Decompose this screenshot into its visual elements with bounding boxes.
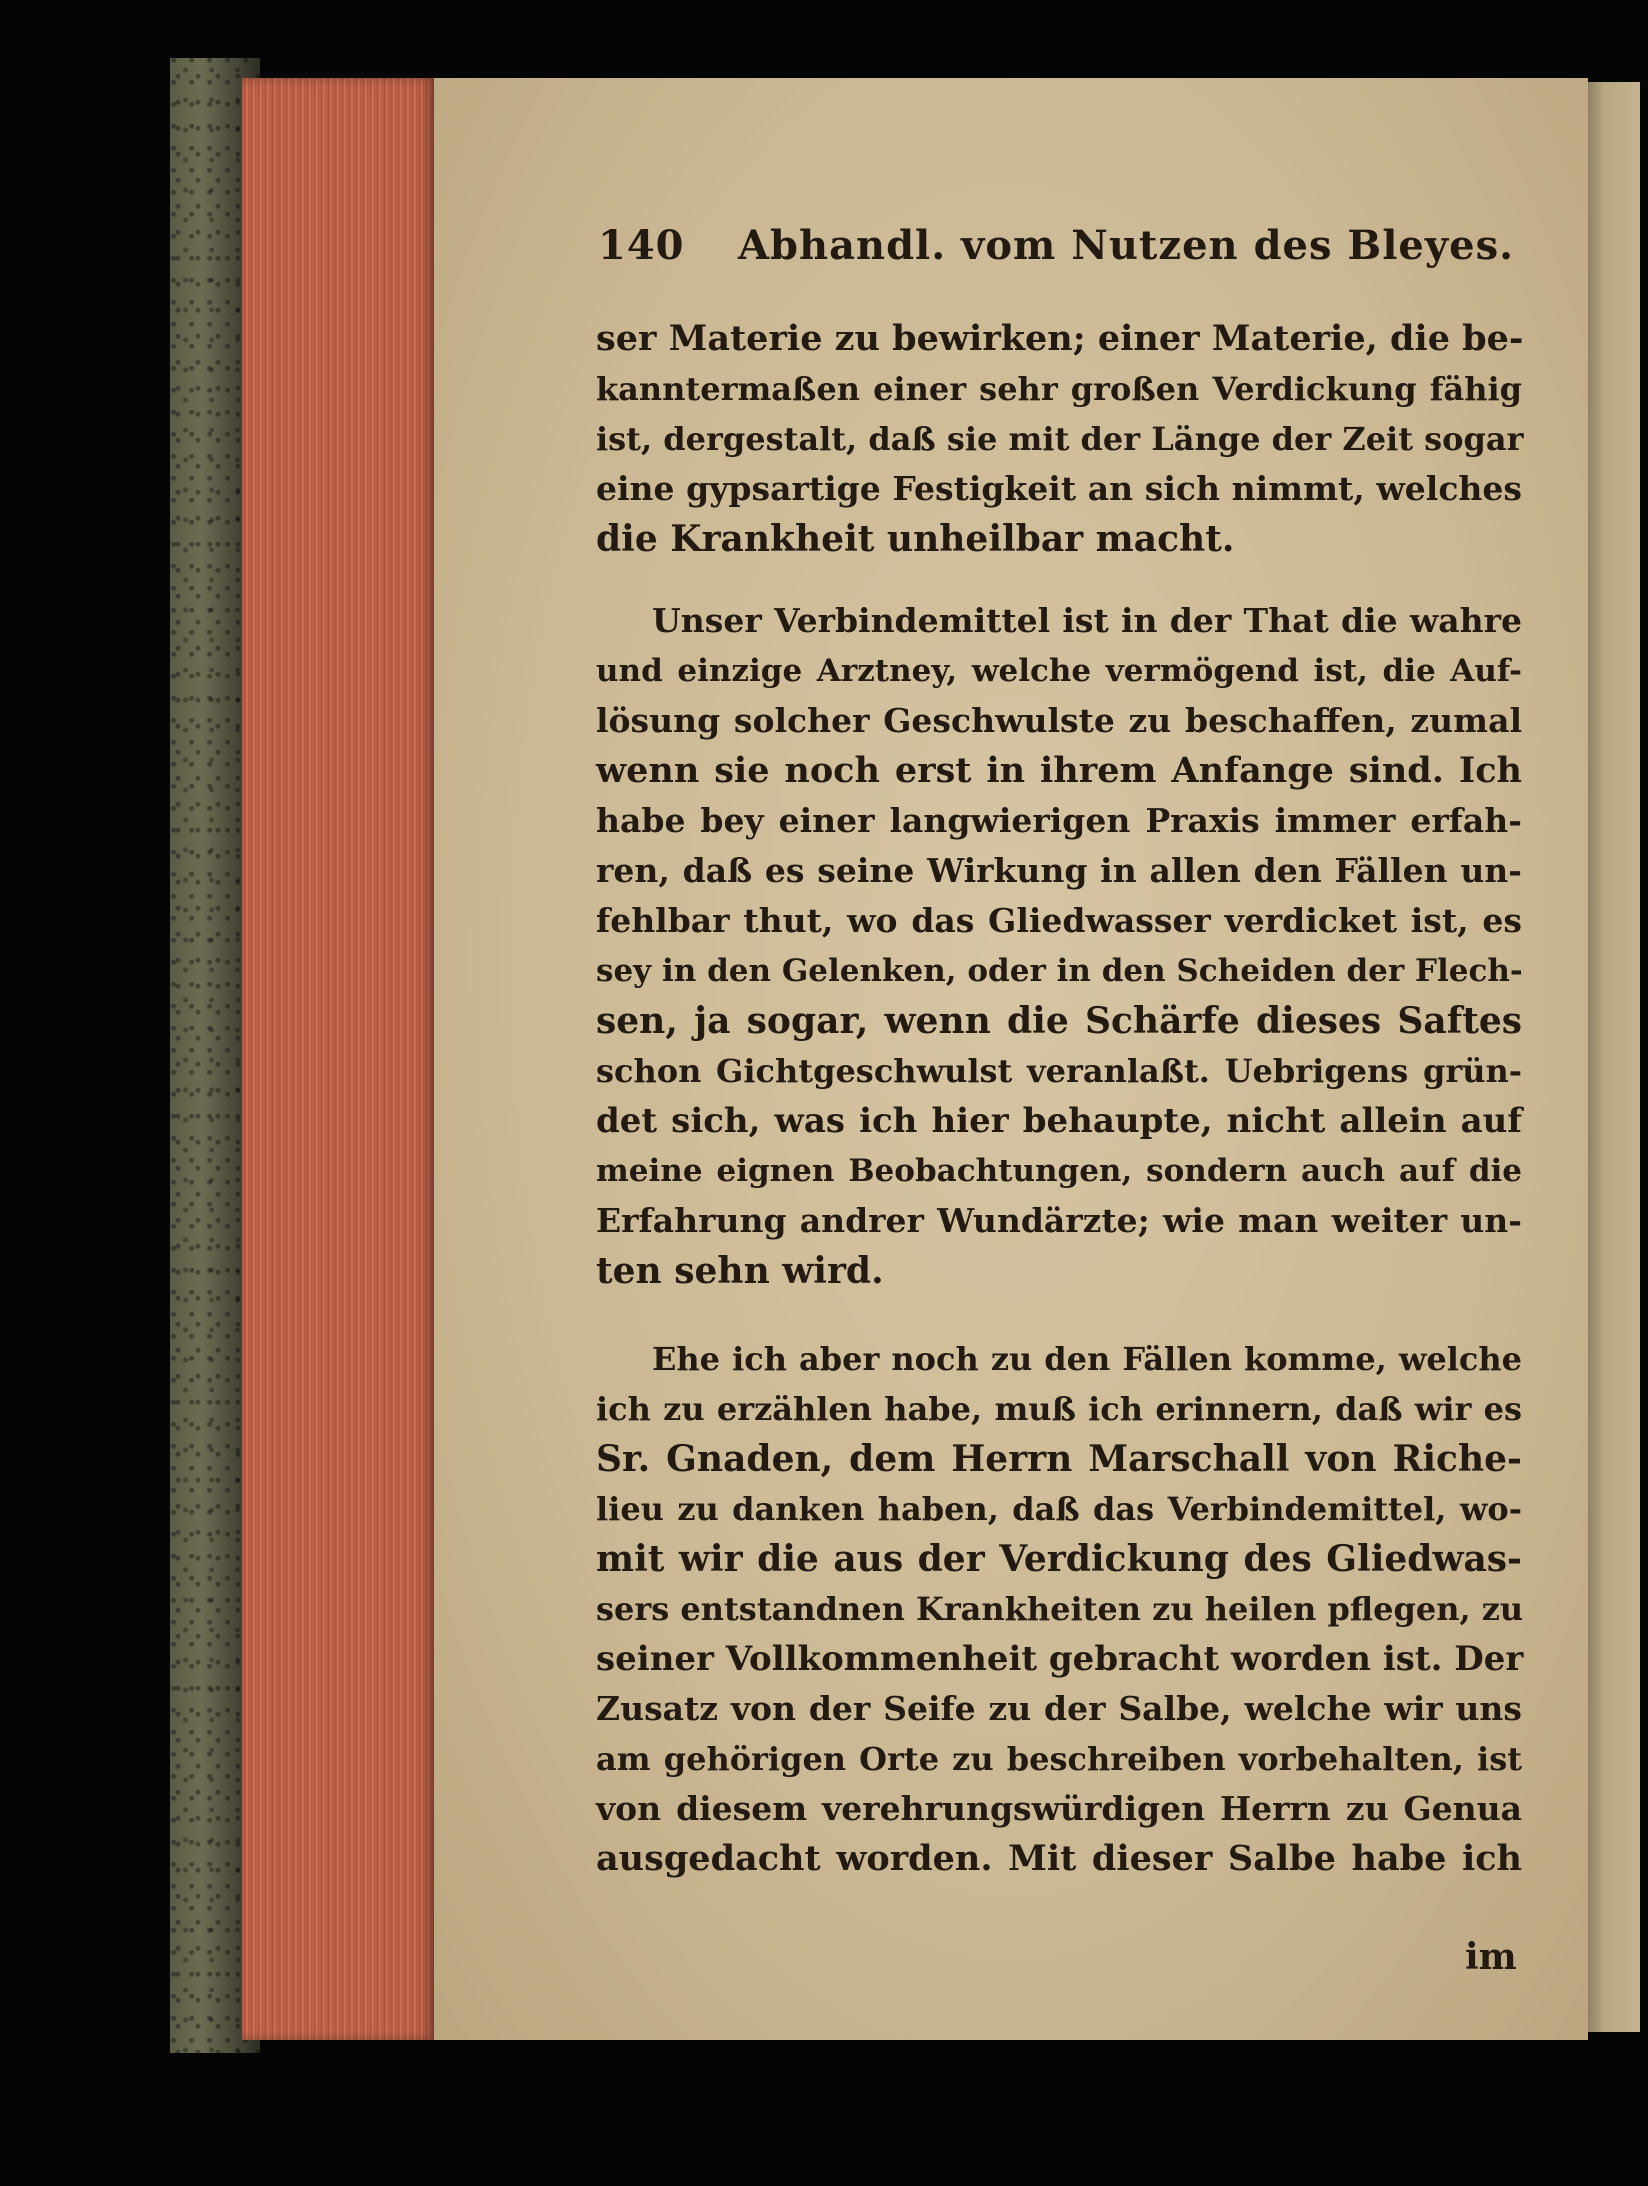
text-line: Ehe ich aber noch zu den Fällen komme, welche (652, 1340, 1522, 1378)
text-line: Erfahrung andrer Wundärzte; wie man weiter un- (596, 1201, 1522, 1240)
text-line: ser Materie zu bewirken; einer Materie, die be- (596, 318, 1524, 359)
text-line: lieu zu danken haben, daß das Verbindemittel, wo- (596, 1490, 1522, 1528)
text-line: sers entstandnen Krankheiten zu heilen pflegen, zu (596, 1590, 1524, 1628)
text-line: die Krankheit unheilbar macht. (596, 518, 1235, 560)
text-line: und einzige Arztney, welche vermögend ist, die Auf- (596, 653, 1522, 689)
text-line: lösung solcher Geschwulste zu beschaffen, zumal (596, 701, 1522, 740)
text-line: seiner Vollkommenheit gebracht worden ist. Der (596, 1639, 1524, 1679)
text-line: wenn sie noch erst in ihrem Anfange sind. Ich (596, 750, 1522, 791)
text-line: meine eignen Beobachtungen, sondern auch auf die (596, 1153, 1522, 1189)
text-line: habe bey einer langwierigen Praxis immer erfah- (596, 801, 1522, 840)
text-line: sey in den Gelenken, oder in den Scheiden der Flech- (596, 953, 1523, 989)
text-line: sen, ja sogar, wenn die Schärfe dieses Saftes (596, 1000, 1522, 1042)
text-line: am gehörigen Orte zu beschreiben vorbehalten, ist (596, 1740, 1522, 1778)
text-line: ist, dergestalt, daß sie mit der Länge der Zeit sogar (596, 420, 1524, 458)
running-title: Abhandl. vom Nutzen des Bleyes. (738, 222, 1515, 269)
facing-page-edge (1588, 82, 1640, 2032)
catchword: im (1465, 1936, 1517, 1978)
text-line: ich zu erzählen habe, muß ich erinnern, daß wir es (596, 1390, 1522, 1428)
text-line: ausgedacht worden. Mit dieser Salbe habe ich (596, 1838, 1522, 1879)
text-line: Zusatz von der Seife zu der Salbe, welche wir uns (596, 1689, 1522, 1728)
text-line: fehlbar thut, wo das Gliedwasser verdicket ist, es (596, 901, 1522, 940)
text-line: kanntermaßen einer sehr großen Verdickung fähig (596, 370, 1522, 408)
text-line: ten sehn wird. (596, 1250, 884, 1292)
text-line: ren, daß es seine Wirkung in allen den Fällen un- (596, 851, 1522, 890)
text-line: det sich, was ich hier behaupte, nicht allein auf (596, 1101, 1522, 1141)
text-line: mit wir die aus der Verdickung des Gliedwas- (596, 1538, 1522, 1580)
text-line: schon Gichtgeschwulst veranlaßt. Uebrigens grün- (596, 1052, 1522, 1090)
page-number: 140 (598, 222, 685, 269)
text-line: eine gypsartige Festigkeit an sich nimmt, welches (596, 469, 1522, 508)
page-edges (242, 78, 434, 2040)
text-line: Sr. Gnaden, dem Herrn Marschall von Riche- (596, 1438, 1522, 1480)
text-line: von diesem verehrungswürdigen Herrn zu Genua (596, 1789, 1522, 1828)
text-line: Unser Verbindemittel ist in der That die wahre (652, 601, 1522, 640)
